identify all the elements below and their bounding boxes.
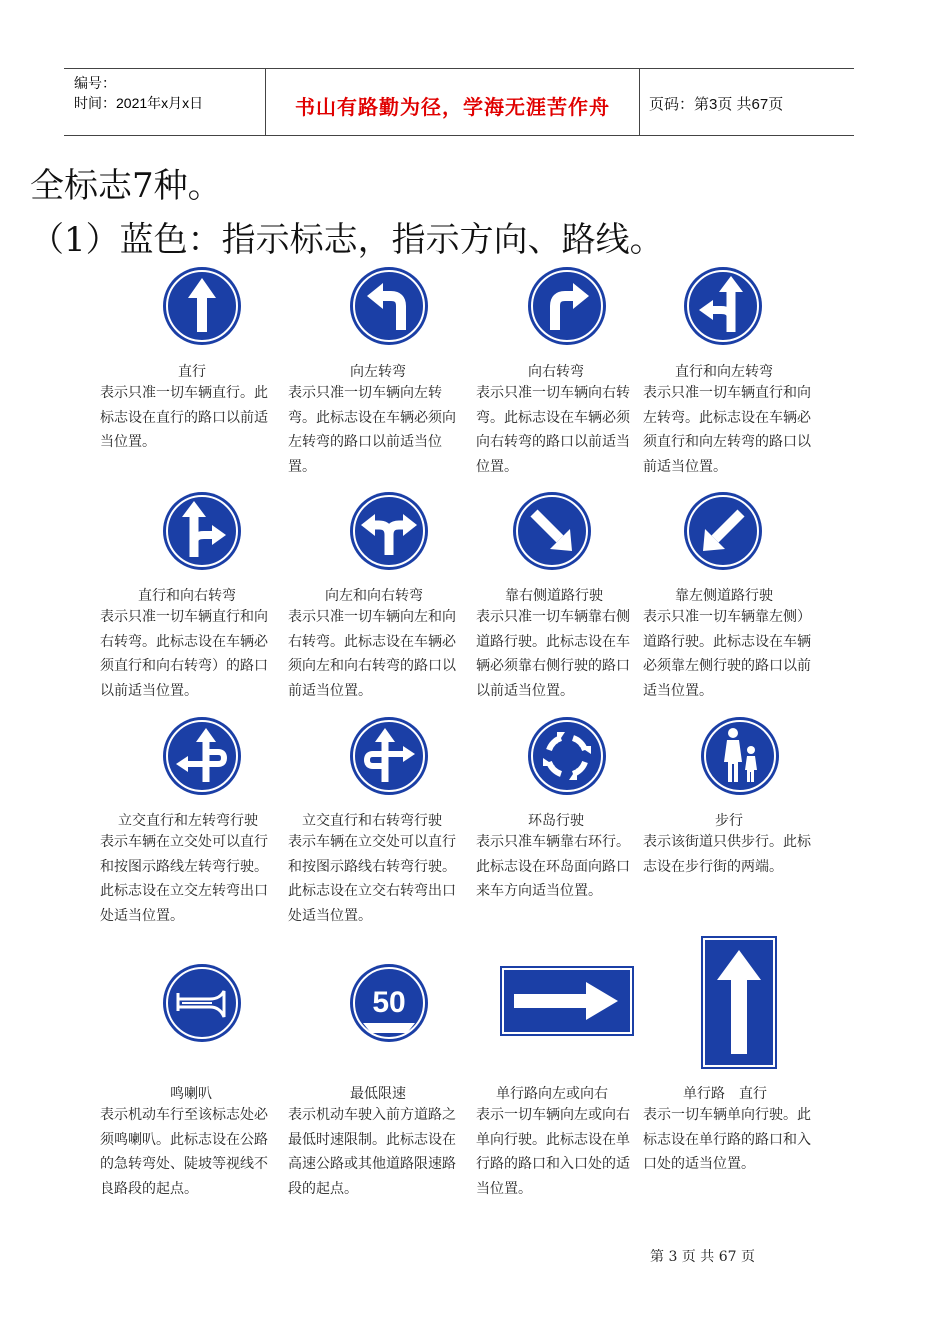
horn-icon [162,963,242,1043]
intro-line-1: 全标志7种。 [30,166,222,206]
sign-title: 单行路向左或向右 [496,1086,608,1102]
sign-description: 表示只准车辆靠右环行。此标志设在环岛面向路口来车方向适当位置。 [476,834,630,899]
sign-title: 鸣喇叭 [170,1086,212,1102]
one-way-arrow-icon [500,966,634,1036]
keep-left-icon [683,491,763,571]
header-motto-cell [265,69,640,135]
roundabout-icon [527,716,607,796]
sign-description: 表示该街道只供步行。此标志设在步行街的两端。 [643,834,811,875]
sign-title: 直行和向左转弯 [675,364,773,380]
sign-description: 表示只准一切车辆直行和向右转弯。此标志设在车辆必须直行和向右转弯）的路口以前适当位置。 [100,609,268,699]
motto-text: 书山有路勤为径，学海无涯苦作舟 [295,95,610,119]
straight-or-left-icon [683,266,763,346]
header-meta-cell [64,69,264,135]
sign-title: 步行 [715,813,743,829]
sign-title: 向左转弯 [350,364,406,380]
sign-title: 靠右侧道路行驶 [505,588,603,604]
straight-arrow-icon [162,266,242,346]
sign-description: 表示只准一切车辆直行和向左转弯。此标志设在车辆必须直行和向左转弯的路口以前适当位置。 [643,385,811,475]
min-speed-value: 50 [372,986,406,1019]
one-way-straight-icon [701,936,777,1069]
sign-title: 单行路 直行 [683,1086,767,1102]
page-header [64,68,854,136]
sign-title: 最低限速 [350,1086,406,1102]
sign-description: 表示车辆在立交处可以直行和按图示路线左转弯行驶。此标志设在立交左转弯出口处适当位置。 [100,834,268,924]
sign-description: 表示一切车辆向左或向右单向行驶。此标志设在单行路的路口和入口处的适当位置。 [476,1107,630,1197]
number-label: 编号： [74,75,116,91]
sign-title: 环岛行驶 [528,813,584,829]
sign-description: 表示机动车驶入前方道路之最低时速限制。此标志设在高速公路或其他道路限速路段的起点。 [288,1107,456,1197]
page-label: 页码：第3页 共67页 [649,96,784,113]
sign-description: 表示只准一切车辆向右转弯。此标志设在车辆必须向右转弯的路口以前适当位置。 [476,385,630,475]
sign-title: 靠左侧道路行驶 [675,588,773,604]
sign-title: 向左和向右转弯 [325,588,423,604]
sign-title: 立交直行和右转弯行驶 [302,813,442,829]
left-or-right-icon [349,491,429,571]
sign-title: 立交直行和左转弯行驶 [118,813,258,829]
interchange-right-icon [349,716,429,796]
turn-right-arrow-icon [527,266,607,346]
interchange-left-icon [162,716,242,796]
sign-description: 表示只准一切车辆靠右侧道路行驶。此标志设在车辆必须靠右侧行驶的路口以前适当位置。 [476,609,630,699]
sign-description: 表示只准一切车辆靠左侧）道路行驶。此标志设在车辆必须靠左侧行驶的路口以前适当位置。 [643,609,811,699]
keep-right-icon [512,491,592,571]
sign-description: 表示只准一切车辆向左转弯。此标志设在车辆必须向左转弯的路口以前适当位置。 [288,385,456,475]
sign-description: 表示一切车辆单向行驶。此标志设在单行路的路口和入口处的适当位置。 [643,1107,811,1172]
straight-or-right-icon [162,491,242,571]
time-label: 时间：2021年x月x日 [74,95,204,111]
sign-title: 向右转弯 [528,364,584,380]
sign-title: 直行和向右转弯 [138,588,236,604]
turn-left-arrow-icon [349,266,429,346]
page-footer: 第 3 页 共 67 页 [650,1249,755,1265]
min-speed-icon [349,963,429,1043]
section-heading: （1）蓝色：指示标志，指示方向、路线。 [30,220,664,260]
sign-description: 表示机动车行至该标志处必须鸣喇叭。此标志设在公路的急转弯处、陡坡等视线不良路段的起点。 [100,1107,268,1197]
sign-description: 表示只准一切车辆向左和向右转弯。此标志设在车辆必须向左和向右转弯的路口以前适当位置。 [288,609,456,699]
header-page-cell [639,69,854,135]
pedestrian-icon [700,716,780,796]
sign-description: 表示车辆在立交处可以直行和按图示路线右转弯行驶。此标志设在立交右转弯出口处适当位置。 [288,834,456,924]
sign-description: 表示只准一切车辆直行。此标志设在直行的路口以前适当位置。 [100,385,268,450]
sign-title: 直行 [178,364,206,380]
